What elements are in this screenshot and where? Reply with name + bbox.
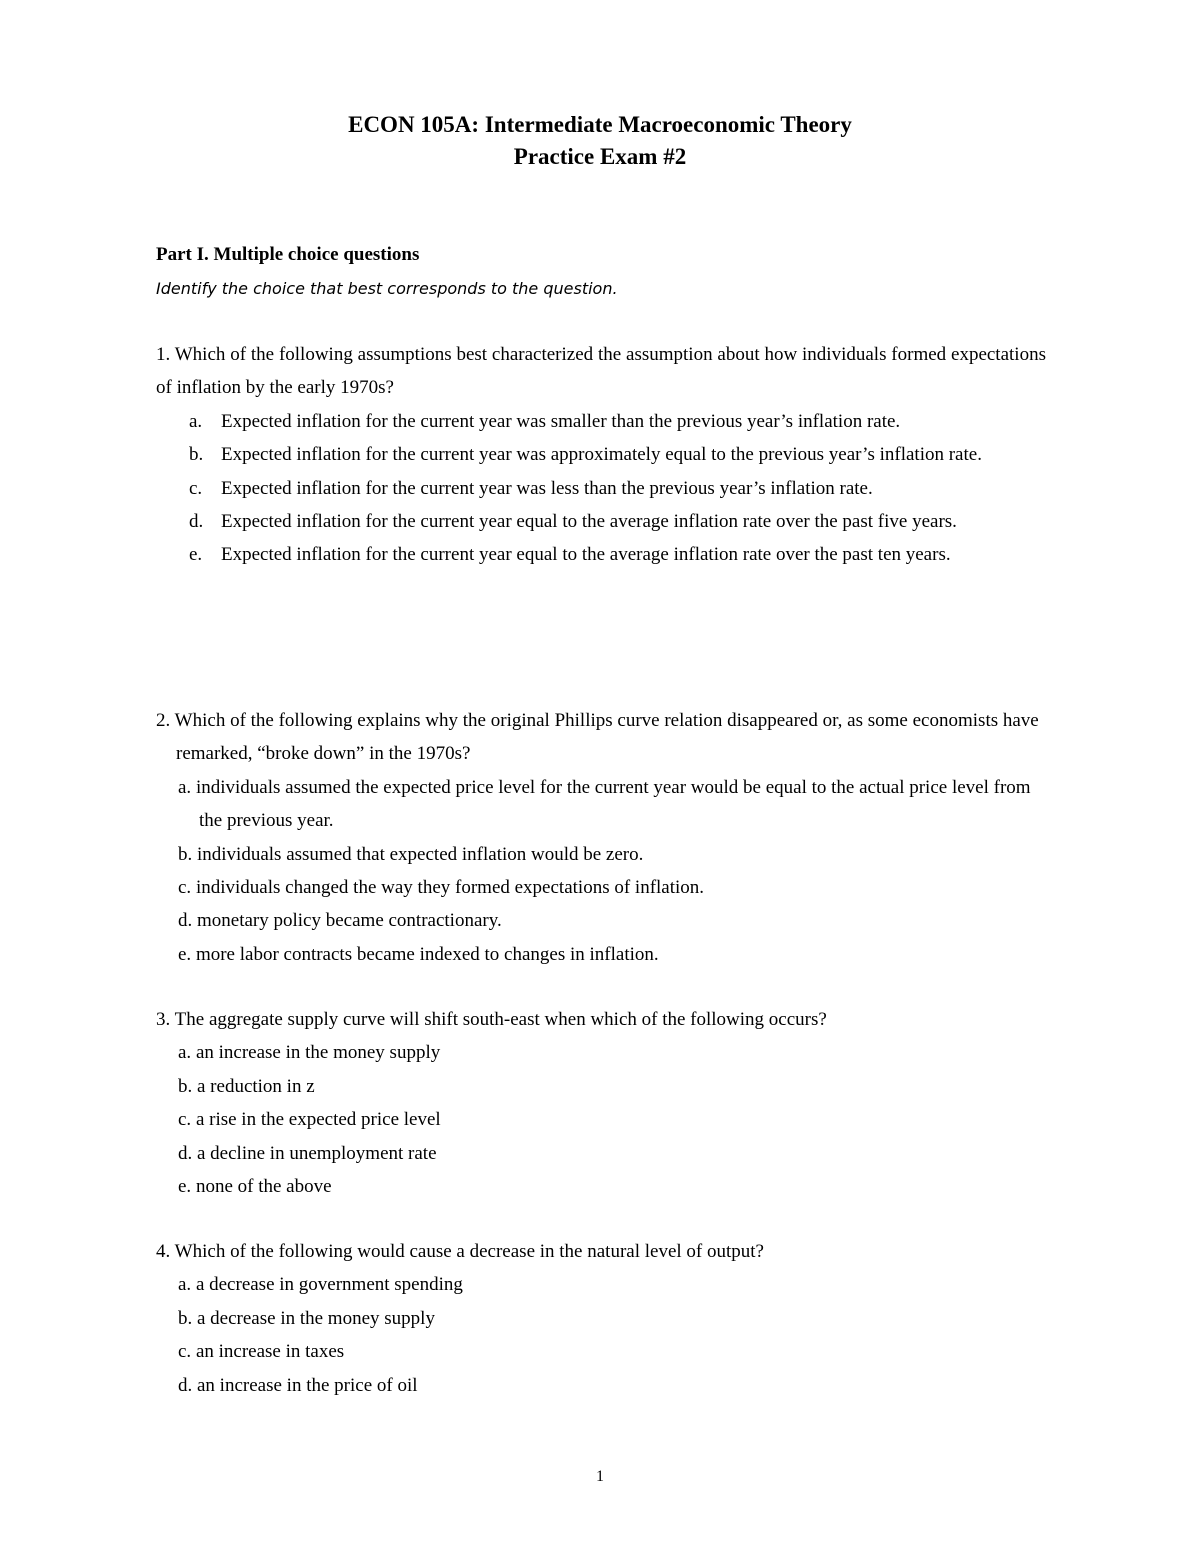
question-3: [156, 1003, 1046, 1203]
answer-option: [156, 1103, 1046, 1136]
option-label: e.: [189, 544, 203, 566]
option-label: b.: [189, 444, 204, 466]
answer-option: [156, 1070, 1046, 1103]
question-stem: [156, 1235, 1046, 1268]
option-text: Expected inflation for the current year was less than the previous year’s inflation rate.: [221, 477, 873, 499]
option-label: a.: [178, 776, 192, 798]
answer-option: [156, 1170, 1046, 1203]
option-label: d.: [178, 1142, 193, 1164]
question-text: Which of the following would cause a decrease in the natural level of output?: [174, 1241, 764, 1262]
option-label: c.: [178, 1341, 192, 1363]
option-label: c.: [178, 1109, 192, 1131]
option-label: b.: [178, 1075, 193, 1097]
option-text: more labor contracts became indexed to changes in inflation.: [195, 943, 659, 965]
option-text: an increase in taxes: [195, 1341, 345, 1363]
question-stem: [156, 338, 1046, 405]
question-text: Which of the following assumptions best characterized the assumption about how individuals formed expectations of inflation by the early 1970s?: [156, 344, 1046, 399]
answer-option: [156, 1335, 1046, 1368]
question-stem: [156, 704, 1046, 771]
question-text: Which of the following explains why the original Phillips curve relation disappeared or, as some economists have remarked, “broke down” in the 1970s?: [174, 710, 1039, 765]
option-text: individuals assumed the expected price level for the current year would be equal to the actual price level from the previous year.: [195, 776, 1031, 832]
option-label: d.: [178, 1374, 193, 1396]
question-number: 2.: [156, 710, 171, 731]
option-label: a.: [189, 410, 203, 432]
answer-option: [156, 1268, 1046, 1301]
page-number: 1: [596, 1468, 604, 1485]
option-label: a.: [178, 1042, 192, 1064]
answer-option: [156, 505, 1046, 538]
option-label: c.: [178, 877, 192, 899]
answer-option: [156, 1036, 1046, 1069]
option-label: e.: [178, 943, 192, 965]
part-heading: Part I. Multiple choice questions: [156, 244, 420, 265]
question-number: 1.: [156, 344, 171, 365]
option-text: Expected inflation for the current year equal to the average inflation rate over the past five years.: [221, 511, 957, 533]
answer-option: [156, 904, 1046, 937]
answer-option: [156, 771, 1046, 838]
option-label: e.: [178, 1176, 192, 1198]
option-label: d.: [189, 511, 204, 533]
answer-option: [156, 405, 1046, 438]
option-text: an increase in the money supply: [195, 1042, 441, 1064]
exam-title: Practice Exam #2: [513, 144, 687, 169]
option-label: d.: [178, 910, 193, 932]
question-2: [156, 704, 1046, 971]
answer-option: [156, 871, 1046, 904]
option-text: a decrease in government spending: [195, 1274, 463, 1296]
option-text: a reduction in z: [197, 1075, 315, 1097]
question-1: [156, 338, 1046, 572]
option-text: individuals changed the way they formed expectations of inflation.: [195, 877, 705, 899]
answer-option: [156, 472, 1046, 505]
answer-option: [156, 438, 1046, 471]
option-label: c.: [189, 477, 203, 499]
option-label: b.: [178, 843, 193, 865]
option-label: a.: [178, 1274, 192, 1296]
question-number: 4.: [156, 1241, 171, 1262]
option-text: none of the above: [195, 1176, 332, 1198]
option-text: an increase in the price of oil: [197, 1374, 418, 1396]
answer-option: [156, 938, 1046, 971]
question-4: [156, 1235, 1046, 1402]
option-text: Expected inflation for the current year equal to the average inflation rate over the past ten years.: [221, 544, 951, 566]
answer-option: [156, 1369, 1046, 1402]
option-text: Expected inflation for the current year was smaller than the previous year’s inflation rate.: [221, 410, 901, 432]
option-label: b.: [178, 1307, 193, 1329]
answer-option: [156, 1137, 1046, 1170]
question-number: 3.: [156, 1009, 171, 1030]
course-title: ECON 105A: Intermediate Macroeconomic Theory: [348, 112, 852, 137]
question-stem: [156, 1003, 1046, 1036]
option-text: a decrease in the money supply: [197, 1307, 435, 1329]
answer-option: [156, 1302, 1046, 1335]
answer-option: [156, 538, 1046, 571]
option-text: Expected inflation for the current year was approximately equal to the previous year’s inflation rate.: [221, 444, 982, 466]
part-instruction: Identify the choice that best corresponds to the question.: [156, 279, 618, 298]
option-text: individuals assumed that expected inflation would be zero.: [197, 843, 644, 865]
option-text: a decline in unemployment rate: [197, 1142, 437, 1164]
answer-option: [156, 838, 1046, 871]
option-text: a rise in the expected price level: [195, 1109, 441, 1131]
question-text: The aggregate supply curve will shift south-east when which of the following occurs?: [174, 1009, 827, 1030]
option-text: monetary policy became contractionary.: [197, 910, 502, 932]
